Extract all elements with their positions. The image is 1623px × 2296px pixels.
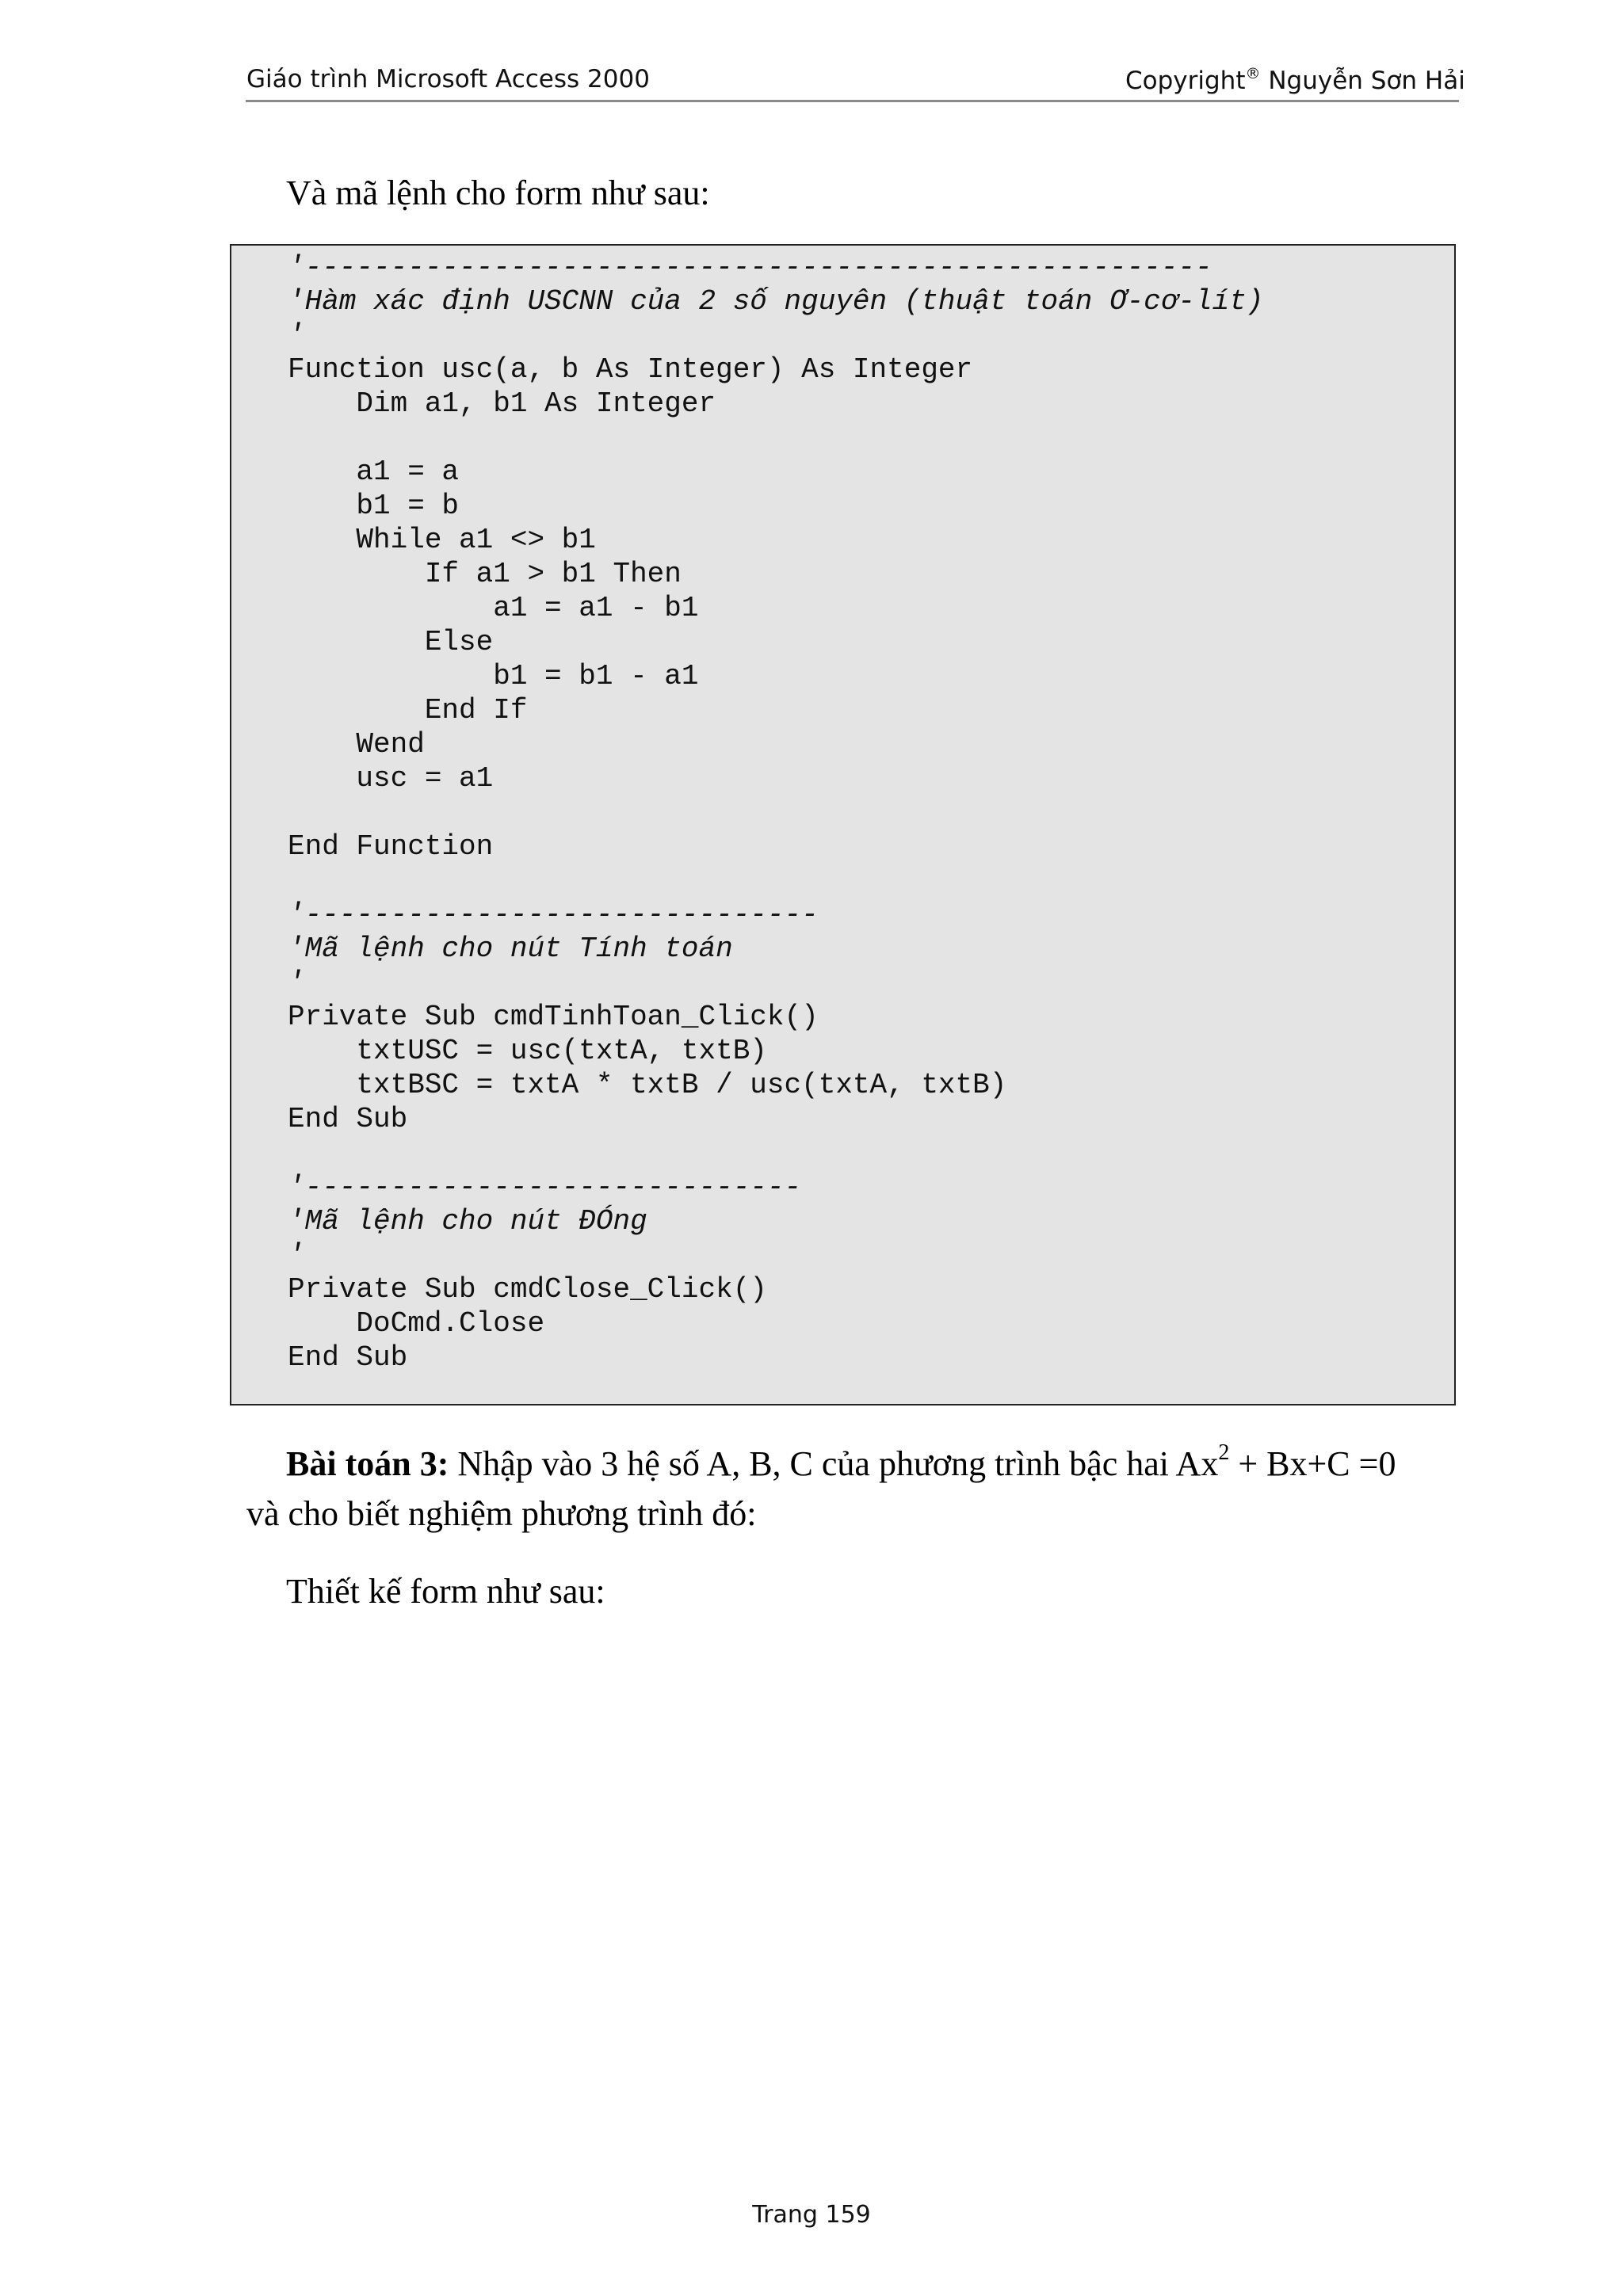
copyright-author: Nguyễn Sơn Hải — [1260, 67, 1465, 95]
code-line: End If — [288, 694, 528, 727]
code-listing — [288, 250, 1263, 1375]
code-line: b1 = b — [288, 490, 460, 522]
problem-text-end: + Bx+C =0 — [1229, 1444, 1396, 1483]
code-line: Wend — [288, 728, 425, 761]
code-line: a1 = a — [288, 456, 460, 488]
code-line: usc = a1 — [288, 762, 494, 795]
code-comment-line: ' — [288, 319, 305, 352]
code-line: txtUSC = usc(txtA, txtB) — [288, 1035, 767, 1067]
registered-mark: ® — [1245, 65, 1261, 82]
problem-paragraph — [286, 1432, 1396, 1485]
code-comment-line: 'Mã lệnh cho nút Tính toán — [288, 933, 733, 965]
code-line: Dim a1, b1 As Integer — [288, 387, 716, 420]
code-comment-line: ' — [288, 967, 305, 999]
code-line: Function usc(a, b As Integer) As Integer — [288, 353, 973, 386]
code-line: txtBSC = txtA * txtB / usc(txtA, txtB) — [288, 1069, 1007, 1101]
code-block — [230, 244, 1456, 1405]
problem-label: Bài toán 3: — [286, 1444, 449, 1483]
code-line: Private Sub cmdClose_Click() — [288, 1273, 767, 1306]
code-line: While a1 <> b1 — [288, 524, 596, 556]
code-comment-line: ' — [288, 1239, 305, 1272]
design-paragraph: Thiết kế form như sau: — [286, 1572, 605, 1611]
code-line: End Sub — [288, 1103, 408, 1135]
problem-text: Nhập vào 3 hệ số A, B, C của phương trình bậc hai Ax — [449, 1444, 1219, 1483]
code-comment-line: 'Mã lệnh cho nút ĐÓng — [288, 1205, 647, 1238]
code-comment-line: '------------------------------ — [288, 898, 819, 931]
header-divider — [246, 100, 1459, 102]
code-comment-line: '----------------------------------------------------- — [288, 251, 1212, 284]
code-line: If a1 > b1 Then — [288, 558, 682, 590]
copyright-word: Copyright — [1125, 67, 1246, 95]
code-line: End Sub — [288, 1341, 408, 1374]
header-title: Giáo trình Microsoft Access 2000 — [246, 65, 650, 93]
code-line: Else — [288, 626, 494, 658]
code-line: Private Sub cmdTinhToan_Click() — [288, 1001, 819, 1033]
exponent: 2 — [1218, 1440, 1230, 1465]
code-line: End Function — [288, 830, 494, 863]
code-comment-line: 'Hàm xác định USCNN của 2 số nguyên (thuật toán Ơ-cơ-lít) — [288, 285, 1264, 318]
page-number: Trang 159 — [752, 2201, 871, 2229]
problem-paragraph-line2: và cho biết nghiệm phương trình đó: — [246, 1494, 757, 1533]
code-line: b1 = b1 - a1 — [288, 660, 699, 692]
intro-paragraph: Và mã lệnh cho form như sau: — [286, 174, 710, 212]
code-line: a1 = a1 - b1 — [288, 592, 699, 624]
code-comment-line: '----------------------------- — [288, 1171, 802, 1203]
header-copyright — [1125, 65, 1465, 95]
code-line: DoCmd.Close — [288, 1307, 545, 1340]
